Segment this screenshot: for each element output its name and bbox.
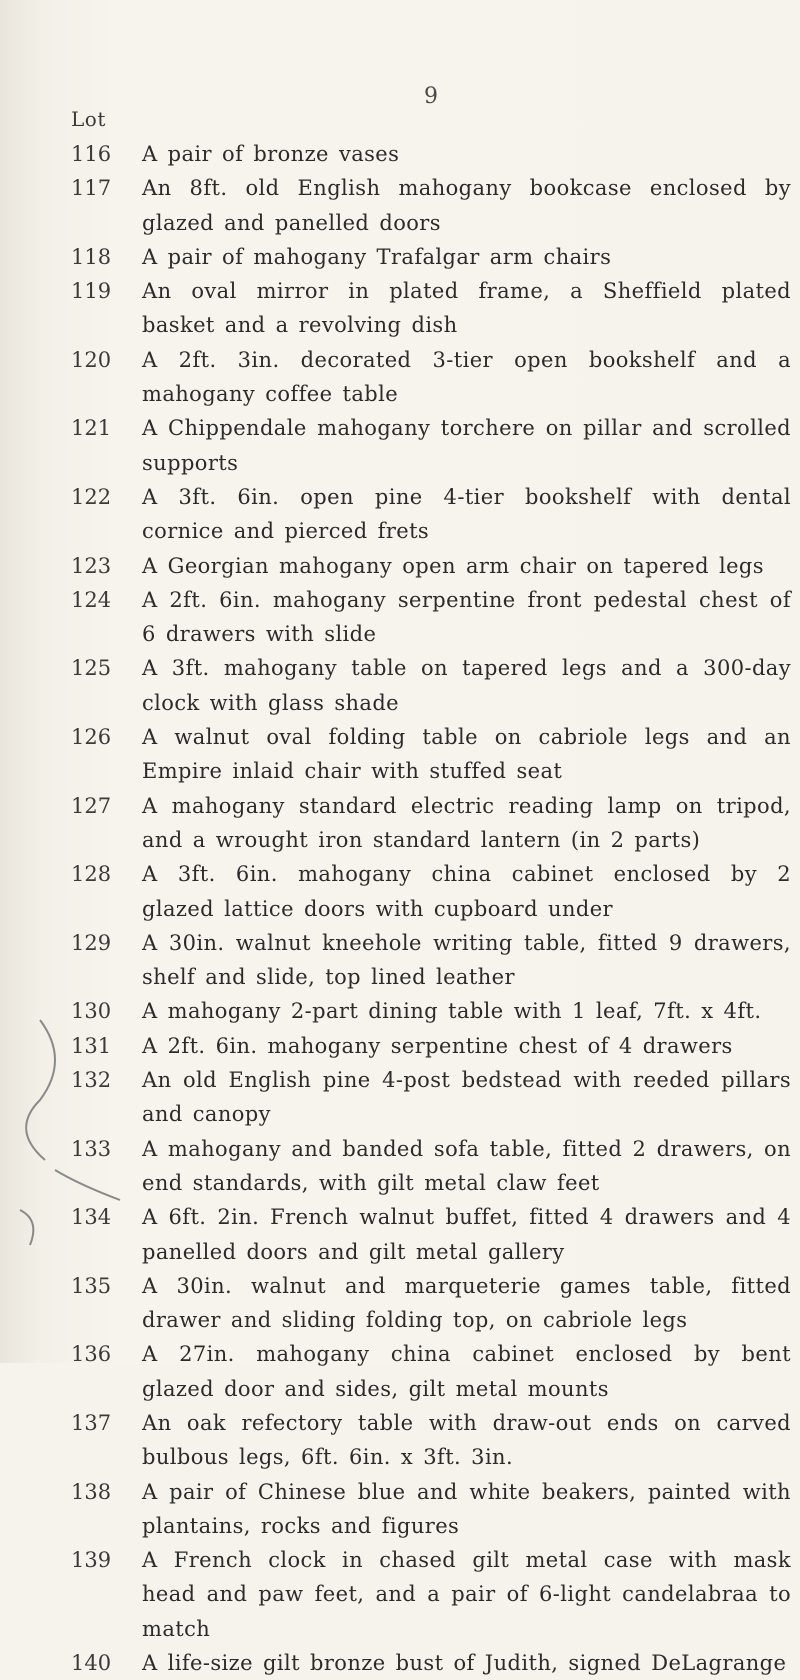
lot-description: A Georgian mahogany open arm chair on tapered legs [142,553,764,578]
lot-entry [71,274,791,343]
lot-entry [71,1029,791,1063]
lot-number: 122 [71,484,112,509]
lot-description: A Chippendale mahogany torchere on pillar and scrolled supports [142,416,791,475]
lot-description: A pair of mahogany Trafalgar arm chairs [142,244,612,269]
lot-description: A mahogany 2-part dining table with 1 leaf, 7ft. x 4ft. [142,999,762,1024]
lot-entry [71,480,791,549]
lot-entry [71,926,791,995]
lot-description: A 2ft. 6in. mahogany serpentine front pedestal chest of 6 drawers with slide [142,587,791,647]
lot-entry [71,1337,791,1406]
lot-description: A 2ft. 3in. decorated 3-tier open bookshelf and a mahogany coffee table [142,347,791,407]
lot-entry [71,343,791,412]
lot-number: 138 [71,1479,112,1504]
lot-number: 125 [71,656,112,681]
lot-entry [71,171,791,240]
lot-number: 128 [71,862,112,887]
lot-number: 117 [71,176,112,201]
lot-description: A French clock in chased gilt metal case with mask head and paw feet, and a pair of 6-light candelabraa to match [142,1548,791,1641]
lot-entry [71,1543,791,1646]
lot-entry [71,1646,791,1680]
lot-number: 132 [71,1068,112,1093]
lot-number: 137 [71,1410,112,1435]
lot-entry [71,411,791,480]
lot-number: 119 [71,279,112,304]
lot-entry [71,1406,791,1475]
lot-entry [71,1063,791,1132]
lot-description: A 6ft. 2in. French walnut buffet, fitted 4 drawers and 4 panelled doors and gilt metal gallery [142,1205,791,1264]
lot-number: 139 [71,1548,112,1573]
lot-entry [71,857,791,926]
lot-number: 140 [71,1651,112,1676]
lot-description: A 2ft. 6in. mahogany serpentine chest of 4 drawers [142,1033,733,1058]
lot-number: 121 [71,416,112,441]
lot-entry [71,994,791,1028]
lot-number: 133 [71,1136,112,1161]
lot-number: 135 [71,1273,112,1298]
lot-entry [71,1475,791,1544]
lot-number: 127 [71,793,112,818]
lot-entry [71,720,791,789]
lot-description: A 3ft. mahogany table on tapered legs and a 300-day clock with glass shade [142,656,791,715]
lot-entry [71,240,791,274]
lot-description: A 30in. walnut and marqueterie games table, fitted drawer and sliding folding top, on cabriole legs [142,1273,791,1333]
lot-number: 134 [71,1205,112,1230]
lot-description: A pair of Chinese blue and white beakers, painted with plantains, rocks and figures [142,1479,791,1538]
lot-number: 131 [71,1033,112,1058]
lot-column-header: Lot [71,107,106,131]
lot-entry [71,1132,791,1201]
lot-number: 124 [71,587,112,612]
lot-list [71,137,791,1680]
lot-description: A 27in. mahogany china cabinet enclosed by bent glazed door and sides, gilt metal mounts [142,1342,791,1401]
lot-number: 129 [71,930,112,955]
lot-entry [71,789,791,858]
lot-entry [71,1200,791,1269]
lot-entry [71,583,791,652]
lot-description: An old English pine 4-post bedstead with reeded pillars and canopy [142,1068,791,1127]
lot-description: A walnut oval folding table on cabriole legs and an Empire inlaid chair with stuffed seat [142,725,791,784]
page-number: 9 [424,84,438,109]
lot-description: A 30in. walnut kneehole writing table, fitted 9 drawers, shelf and slide, top lined leather [142,930,791,990]
lot-entry [71,137,791,171]
lot-number: 123 [71,553,112,578]
lot-number: 136 [71,1342,112,1367]
lot-entry [71,1269,791,1338]
lot-number: 130 [71,999,112,1024]
lot-description: A mahogany standard electric reading lamp on tripod, and a wrought iron standard lantern (in 2 parts) [142,793,791,852]
lot-description: A pair of bronze vases [142,142,400,166]
lot-number: 120 [71,347,112,372]
lot-number: 118 [71,244,112,269]
lot-entry [71,651,791,720]
lot-description: A 3ft. 6in. mahogany china cabinet enclosed by 2 glazed lattice doors with cupboard under [142,862,791,921]
lot-number: 116 [71,142,112,166]
lot-description: A 3ft. 6in. open pine 4-tier bookshelf with dental cornice and pierced frets [142,484,791,544]
lot-description: A mahogany and banded sofa table, fitted 2 drawers, on end standards, with gilt metal claw feet [142,1136,791,1195]
lot-description: An oak refectory table with draw-out ends on carved bulbous legs, 6ft. 6in. x 3ft. 3in. [142,1410,791,1470]
lot-description: A life-size gilt bronze bust of Judith, signed DeLagrange [142,1651,787,1676]
lot-description: An oval mirror in plated frame, a Sheffield plated basket and a revolving dish [142,279,791,338]
lot-description: An 8ft. old English mahogany bookcase enclosed by glazed and panelled doors [142,176,791,235]
lot-entry [71,549,791,583]
lot-number: 126 [71,725,112,750]
